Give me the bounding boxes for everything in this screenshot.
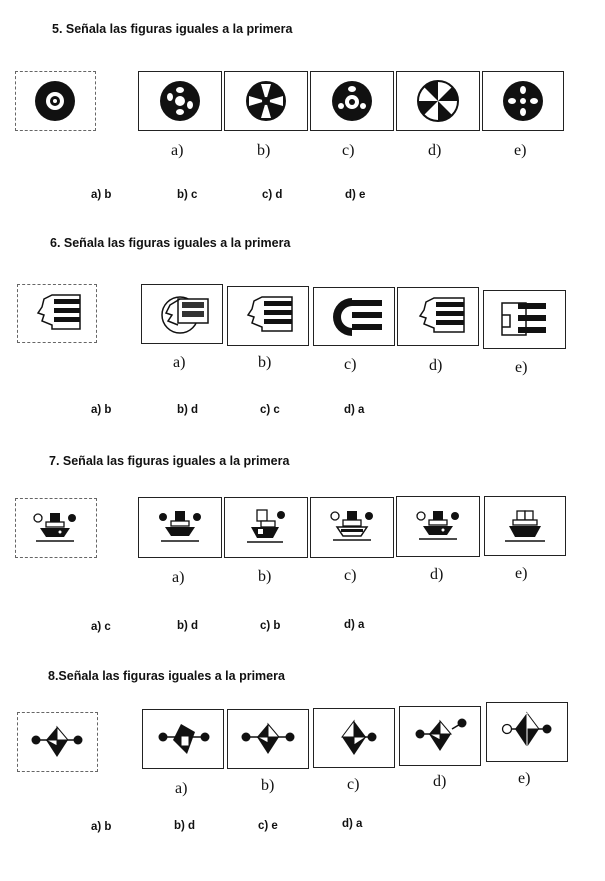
q7-label-c: c) — [344, 567, 357, 584]
q5-label-a: a) — [171, 142, 184, 159]
diamond-icon — [228, 710, 308, 768]
q6-option-d[interactable] — [397, 287, 479, 346]
disc-icon — [311, 72, 393, 130]
q7-label-e: e) — [515, 565, 528, 582]
q7-answer-d[interactable]: d) a — [344, 619, 365, 631]
boat-icon — [485, 497, 565, 555]
q6-reference-figure — [17, 284, 97, 343]
q6-option-c[interactable] — [313, 287, 395, 346]
q6-label-b: b) — [258, 354, 272, 371]
q7-label-a: a) — [172, 569, 185, 586]
q5-option-d[interactable] — [396, 71, 480, 131]
q8-reference-figure — [17, 712, 98, 772]
q8-option-e[interactable] — [486, 702, 568, 762]
question-5-title: 5. Señala las figuras iguales a la primera — [52, 22, 293, 36]
face-profile-icon — [142, 285, 222, 343]
q7-option-a[interactable] — [138, 497, 222, 558]
q7-reference-figure — [15, 498, 97, 558]
q5-label-b: b) — [257, 142, 271, 159]
question-8-title: 8.Señala las figuras iguales a la primera — [48, 669, 285, 683]
q6-answer-b[interactable]: b) d — [177, 404, 199, 416]
diamond-icon — [143, 710, 223, 768]
q5-answer-c[interactable]: c) d — [262, 189, 283, 201]
diamond-icon — [487, 703, 567, 761]
q5-answer-b[interactable]: b) c — [177, 189, 198, 201]
q8-answer-a[interactable]: a) b — [91, 821, 112, 833]
diamond-icon — [314, 709, 394, 767]
q6-label-c: c) — [344, 356, 357, 373]
q8-answer-c[interactable]: c) e — [258, 820, 278, 832]
disc-icon — [225, 72, 307, 130]
q6-option-b[interactable] — [227, 286, 309, 346]
q5-option-b[interactable] — [224, 71, 308, 131]
q8-option-b[interactable] — [227, 709, 309, 769]
q6-answer-a[interactable]: a) b — [91, 404, 112, 416]
face-profile-icon — [398, 288, 478, 345]
boat-icon — [16, 499, 96, 557]
q6-label-d: d) — [429, 357, 443, 374]
q8-answer-b[interactable]: b) d — [174, 820, 196, 832]
question-6-title: 6. Señala las figuras iguales a la primera — [50, 236, 291, 250]
q5-reference-figure — [15, 71, 96, 131]
q6-option-e[interactable] — [483, 290, 566, 349]
q6-label-e: e) — [515, 359, 528, 376]
q5-answer-a[interactable]: a) b — [91, 189, 112, 201]
q8-label-e: e) — [518, 770, 531, 787]
boat-icon — [225, 498, 307, 557]
q7-option-b[interactable] — [224, 497, 308, 558]
diamond-icon — [18, 713, 97, 771]
boat-icon — [139, 498, 221, 557]
q5-answer-d[interactable]: d) e — [345, 189, 366, 201]
diamond-icon — [400, 707, 480, 765]
q5-label-c: c) — [342, 142, 355, 159]
q5-option-e[interactable] — [482, 71, 564, 131]
face-profile-icon — [314, 288, 394, 345]
q7-answer-a[interactable]: a) c — [91, 621, 111, 633]
q5-option-a[interactable] — [138, 71, 222, 131]
disc-icon — [16, 72, 95, 130]
q7-option-e[interactable] — [484, 496, 566, 556]
q6-option-a[interactable] — [141, 284, 223, 344]
q6-answer-c[interactable]: c) c — [260, 404, 280, 416]
q7-label-b: b) — [258, 568, 272, 585]
boat-icon — [397, 497, 479, 556]
q8-option-a[interactable] — [142, 709, 224, 769]
q8-label-b: b) — [261, 777, 275, 794]
disc-icon — [397, 72, 479, 130]
q7-answer-b[interactable]: b) d — [177, 620, 199, 632]
face-profile-icon — [228, 287, 308, 345]
face-profile-icon — [18, 285, 96, 342]
q7-option-d[interactable] — [396, 496, 480, 557]
disc-icon — [483, 72, 563, 130]
q8-answer-d[interactable]: d) a — [342, 818, 363, 830]
face-profile-icon — [484, 291, 565, 348]
q8-label-d: d) — [433, 773, 447, 790]
q5-label-e: e) — [514, 142, 527, 159]
q8-label-a: a) — [175, 780, 188, 797]
boat-icon — [311, 498, 393, 557]
q8-option-c[interactable] — [313, 708, 395, 768]
q8-option-d[interactable] — [399, 706, 481, 766]
q6-label-a: a) — [173, 354, 186, 371]
q7-answer-c[interactable]: c) b — [260, 620, 281, 632]
question-7-title: 7. Señala las figuras iguales a la primera — [49, 454, 290, 468]
q6-answer-d[interactable]: d) a — [344, 404, 365, 416]
q5-option-c[interactable] — [310, 71, 394, 131]
disc-icon — [139, 72, 221, 130]
q7-option-c[interactable] — [310, 497, 394, 558]
q8-label-c: c) — [347, 776, 360, 793]
q7-label-d: d) — [430, 566, 444, 583]
q5-label-d: d) — [428, 142, 442, 159]
